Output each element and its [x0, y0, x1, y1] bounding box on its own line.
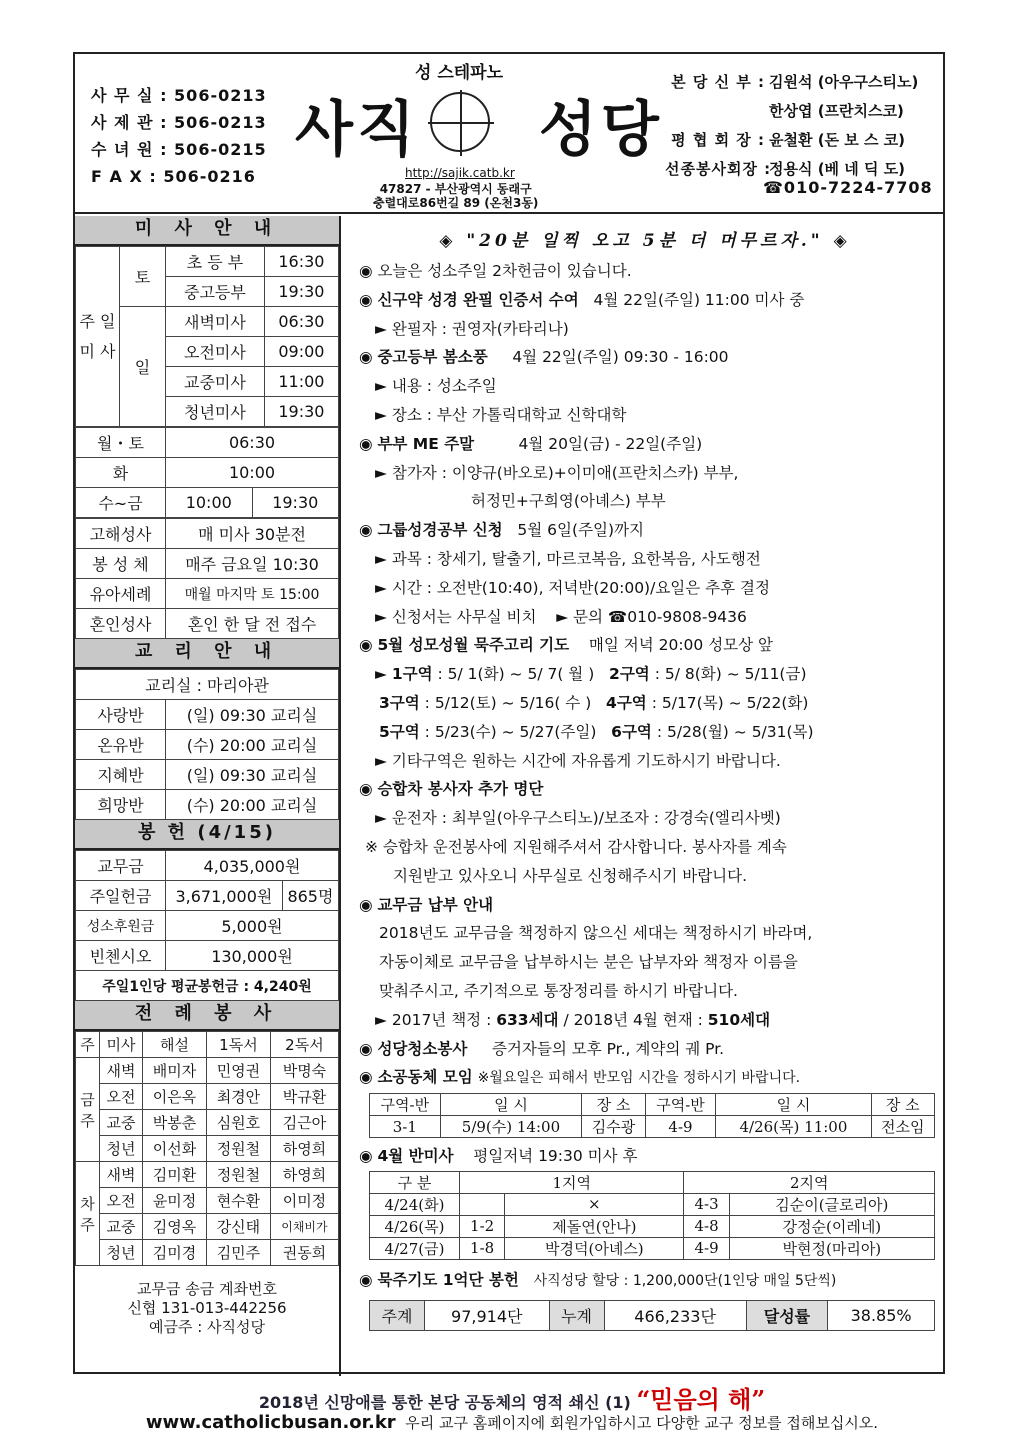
sacrament-value: 매월 마지막 토 15:00 — [166, 579, 339, 609]
address-line-1: 47827 - 부산광역시 동래구 — [379, 182, 532, 196]
liturgy-cell: 박봉춘 — [143, 1110, 207, 1136]
announcements-3 — [351, 1266, 947, 1296]
liturgy-cell: 배미자 — [143, 1058, 207, 1084]
rosary-dates: 5/23(수) ~ 5/27(주일) — [434, 722, 597, 741]
bm-header: 2지역 — [684, 1171, 935, 1193]
liturgy-cell: 교중 — [100, 1214, 143, 1240]
liturgy-cell: 하영희 — [270, 1162, 338, 1188]
parish-url[interactable]: http://sajik.catb.kr — [405, 166, 515, 180]
rosary-district: 3구역 — [379, 693, 420, 712]
doctrine-table — [75, 669, 339, 820]
sc-cell: 김수광 — [582, 1116, 645, 1138]
next-week-label: 차 주 — [76, 1162, 100, 1266]
bm-cell: 4-8 — [684, 1215, 729, 1237]
announcement-detail: 증거자들의 모후 Pr., 계약의 궤 Pr. — [491, 1039, 725, 1058]
bm-date: 4/24(화) — [370, 1193, 460, 1215]
household-count-2018: 510세대 — [707, 1010, 771, 1029]
footer-website-text: 우리 교구 홈페이지에 회원가입하시고 다양한 교구 정보를 접해보십시오. — [405, 1414, 879, 1432]
liturgy-header: 해설 — [143, 1032, 207, 1058]
sacrament-label: 고해성사 — [76, 519, 166, 549]
sacrament-label: 유아세례 — [76, 579, 166, 609]
rosary-district: 4구역 — [606, 693, 647, 712]
inquiry-phone: 문의 ☎010-9808-9436 — [573, 607, 747, 626]
paragraph-line: 자동이체로 교무금을 납부하시는 분은 납부자와 책정자 이름을 — [379, 953, 798, 972]
rosary-dates: 5/ 1(화) ~ 5/ 7( 월 ) — [447, 665, 595, 684]
announcement-heading: 5월 성모성월 묵주고리 기도 — [377, 636, 570, 655]
bm-cell: 김순이(글로리아) — [729, 1193, 934, 1215]
announcement-heading: 그룹성경공부 신청 — [377, 521, 503, 540]
announcements — [351, 257, 947, 1093]
mass-time: 16:30 — [264, 247, 338, 277]
offering-average: 주일1인당 평균봉헌금 : 4,240원 — [76, 971, 339, 1001]
bullet-line: ► 기타구역은 원하는 시간에 자유롭게 기도하시기 바랍니다. — [375, 751, 781, 770]
rz-label: 달성률 — [746, 1300, 828, 1330]
weekday-time: 10:00 — [166, 488, 253, 518]
mass-schedule-title: 미 사 안 내 — [75, 216, 339, 246]
liturgy-cell: 권동희 — [270, 1240, 338, 1266]
announcement: ◉ 오늘은 성소주일 2차헌금이 있습니다. — [359, 262, 632, 280]
attendance-count: 865명 — [282, 881, 338, 911]
bullet-text: 완필자 : 권영자(카타리나) — [391, 319, 569, 338]
contact-office: 사 무 실 : 506-0213 — [91, 86, 267, 105]
household-count-2017: 633세대 — [496, 1010, 559, 1029]
liturgy-cell: 정원철 — [206, 1136, 270, 1162]
announcement-heading: 승합차 봉사자 추가 명단 — [377, 780, 544, 799]
weekday-time: 06:30 — [166, 428, 339, 458]
left-column — [75, 216, 341, 1376]
bm-cell: 1-8 — [460, 1237, 505, 1259]
liturgy-table — [75, 1031, 339, 1266]
announcement: ◉ 그룹성경공부 신청 5월 6일(주일)까지 — [359, 521, 645, 540]
weekday-label: 화 — [76, 458, 166, 488]
offering-amount: 130,000원 — [166, 941, 339, 971]
rosary-district: 2구역 — [609, 665, 650, 684]
announcement: ◉ 부부 ME 주말 4월 20일(금) - 22일(주일) — [359, 434, 703, 453]
bullet-line: ► 시간 : 오전반(10:40), 저녁반(20:00)/요일은 추후 결정 — [375, 578, 770, 597]
liturgy-header: 2독서 — [270, 1032, 338, 1058]
bullet-line: ► 내용 : 성소주일 — [375, 377, 497, 396]
liturgy-cell: 박명숙 — [270, 1058, 338, 1084]
staff-role: 본 당 신 부 : — [671, 73, 765, 91]
offering-label: 성소후원금 — [76, 911, 166, 941]
announcement: ◉ 중고등부 봄소풍 4월 22일(주일) 09:30 - 16:00 — [359, 348, 729, 367]
announcement: ◉ 신구약 성경 완필 인증서 수여 4월 22일(주일) 11:00 미사 중 — [359, 290, 805, 309]
announcement-heading: 부부 ME 주말 — [377, 434, 475, 453]
header — [75, 54, 943, 214]
bullet-line: ► 참가자 : 이양규(바오로)+이미애(프란치스카) 부부, — [375, 463, 739, 482]
footer-slogan-text: 2018년 신망애를 통한 본당 공동체의 영적 쇄신 (1) — [258, 1393, 631, 1412]
rosary-total-table — [369, 1300, 935, 1331]
footer-slogan — [0, 1380, 1024, 1415]
sacrament-label: 혼인성사 — [76, 609, 166, 639]
bm-cell: 박경덕(아녜스) — [505, 1237, 684, 1259]
parish-name-b: 성당 — [538, 95, 663, 165]
rz-value: 97,914단 — [424, 1300, 549, 1330]
sacrament-value: 매 미사 30분전 — [166, 519, 339, 549]
announcement-heading: 성당청소봉사 — [377, 1039, 468, 1058]
saturday-label: 토 — [120, 247, 166, 307]
liturgy-cell: 강신태 — [206, 1214, 270, 1240]
staff-name: 정용식 (베 네 딕 도) — [769, 160, 906, 178]
sc-header: 장 소 — [871, 1094, 934, 1116]
liturgy-cell: 김영옥 — [143, 1214, 207, 1240]
liturgy-cell: 정원철 — [206, 1162, 270, 1188]
announcement-detail: 사직성당 할당 : 1,200,000단(1인당 매일 5단씩) — [533, 1272, 837, 1289]
contact-fax: F A X : 506-0216 — [91, 167, 256, 186]
announcement: ◉ 승합차 봉사자 추가 명단 — [359, 780, 544, 799]
liturgy-cell: 교중 — [100, 1110, 143, 1136]
mass-name: 새벽미사 — [166, 307, 265, 337]
rosary-row: ► 1구역 : 5/ 1(화) ~ 5/ 7( 월 ) 2구역 : 5/ 8(화) ~ 5/11(금) — [375, 665, 807, 684]
bullet-text: 신청서는 사무실 비치 — [391, 607, 537, 626]
announcement-detail: ※월요일은 피해서 반모임 시간을 정하시기 바랍니다. — [477, 1070, 801, 1087]
bm-header: 1지역 — [460, 1171, 684, 1193]
bm-cell: 4-9 — [684, 1237, 729, 1259]
announcement-heading: 4월 반미사 — [377, 1147, 454, 1166]
offering-amount: 3,671,000원 — [166, 881, 283, 911]
rosary-row: 5구역 : 5/23(수) ~ 5/27(주일) 6구역 : 5/28(월) ~ 5/31(목) — [379, 722, 814, 741]
liturgy-cell: 김미경 — [143, 1240, 207, 1266]
rosary-district: 5구역 — [379, 722, 420, 741]
mass-name: 교중미사 — [166, 367, 265, 397]
rz-value: 38.85% — [828, 1300, 935, 1330]
liturgy-cell: 민영권 — [206, 1058, 270, 1084]
bullet-text: 내용 : 성소주일 — [391, 377, 497, 396]
parish-name-a: 사직 — [295, 95, 419, 165]
offering-label: 교무금 — [76, 851, 166, 881]
announcement-detail: 4월 20일(금) - 22일(주일) — [518, 434, 703, 453]
liturgy-cell: 오전 — [100, 1188, 143, 1214]
announcement-detail: 4월 22일(주일) 11:00 미사 중 — [593, 290, 805, 309]
mass-name: 중고등부 — [166, 277, 265, 307]
staff-name: 김원석 (아우구스티노) — [769, 73, 919, 91]
announcement-heading: 소공동체 모임 — [377, 1068, 473, 1087]
bm-header: 구 분 — [370, 1171, 460, 1193]
announcement-detail: 4월 22일(주일) 09:30 - 16:00 — [512, 348, 729, 367]
announcement: ◉ 5월 성모성월 묵주고리 기도 매일 저녁 20:00 성모상 앞 — [359, 636, 774, 655]
mass-time: 06:30 — [264, 307, 338, 337]
bullet-text: 과목 : 창세기, 탈출기, 마르코복음, 요한복음, 사도행전 — [391, 549, 761, 568]
liturgy-cell: 심원호 — [206, 1110, 270, 1136]
footer-slogan-highlight: “믿음의 해” — [636, 1385, 766, 1414]
liturgy-header: 1독서 — [206, 1032, 270, 1058]
announcement-heading: 신구약 성경 완필 인증서 수여 — [377, 290, 579, 309]
rz-label: 누계 — [549, 1300, 604, 1330]
sunday-mass-label: 주 일 미 사 — [76, 247, 120, 427]
announcement: ◉ 교무금 납부 안내 — [359, 895, 494, 914]
staff-role — [665, 97, 765, 126]
liturgy-cell: 김미환 — [143, 1162, 207, 1188]
doctrine-room: 교리실 : 마리아관 — [76, 670, 339, 700]
liturgy-header: 주 — [76, 1032, 100, 1058]
mass-time: 11:00 — [264, 367, 338, 397]
announcement: ◉ 묵주기도 1억단 봉헌 사직성당 할당 : 1,200,000단(1인당 매일 5단씩) — [359, 1270, 837, 1289]
contact-rectory: 사 제 관 : 506-0213 — [91, 113, 267, 132]
parish-patron: 성 스테파노 — [415, 63, 504, 83]
class-name: 지혜반 — [76, 760, 166, 790]
weekday-label: 수~금 — [76, 488, 166, 518]
liturgy-cell: 이선화 — [143, 1136, 207, 1162]
bullet-text: 시간 : 오전반(10:40), 저녁반(20:00)/요일은 추후 결정 — [391, 578, 770, 597]
announcements-2 — [351, 1142, 947, 1171]
offering-label: 빈첸시오 — [76, 941, 166, 971]
sc-cell: 5/9(수) 14:00 — [440, 1116, 582, 1138]
class-name: 희망반 — [76, 790, 166, 820]
announcement-heading: 중고등부 봄소풍 — [377, 348, 488, 367]
bullet-line: ► 완필자 : 권영자(카타리나) — [375, 319, 569, 338]
bank-holder: 예금주 : 사직성당 — [148, 1318, 266, 1336]
paragraph-line: 맞춰주시고, 주기적으로 통장정리를 하시기 바랍니다. — [379, 981, 738, 1000]
rosary-dates: 5/12(토) ~ 5/16( 수 ) — [434, 693, 592, 712]
liturgy-cell: 박규환 — [270, 1084, 338, 1110]
motto-text: "20분 일찍 오고 5분 더 머무르자." — [466, 231, 824, 251]
sc-header: 일 시 — [440, 1094, 582, 1116]
rosary-district: 6구역 — [611, 722, 652, 741]
offering-amount: 5,000원 — [166, 911, 339, 941]
class-name: 온유반 — [76, 730, 166, 760]
liturgy-cell: 이채비가 — [270, 1214, 338, 1240]
offering-amount: 4,035,000원 — [166, 851, 339, 881]
parish-address — [373, 182, 538, 210]
bullet-continuation: 허정민+구희영(아녜스) 부부 — [471, 492, 666, 511]
class-time: (수) 20:00 교리실 — [166, 790, 339, 820]
announcement-heading: 묵주기도 1억단 봉헌 — [377, 1270, 519, 1289]
sc-header: 구역-반 — [370, 1094, 441, 1116]
address-line-2: 충렬대로86번길 89 (온천3동) — [373, 196, 539, 210]
offering-table — [75, 850, 339, 1001]
bank-title: 교무금 송금 계좌번호 — [137, 1280, 277, 1298]
class-time: (수) 20:00 교리실 — [166, 730, 339, 760]
liturgy-cell: 새벽 — [100, 1162, 143, 1188]
sacrament-value: 혼인 한 달 전 접수 — [166, 609, 339, 639]
class-time: (일) 09:30 교리실 — [166, 700, 339, 730]
this-week-label: 금 주 — [76, 1058, 100, 1162]
liturgy-cell: 하영희 — [270, 1136, 338, 1162]
sc-header: 장 소 — [582, 1094, 645, 1116]
liturgy-cell: 새벽 — [100, 1058, 143, 1084]
doctrine-title: 교 리 안 내 — [75, 639, 339, 669]
bm-cell: 강정순(이레네) — [729, 1215, 934, 1237]
rz-value: 466,233단 — [604, 1300, 746, 1330]
offering-label: 주일헌금 — [76, 881, 166, 911]
bm-cell: × — [505, 1193, 684, 1215]
sacrament-table — [75, 518, 339, 639]
bm-date: 4/26(목) — [370, 1215, 460, 1237]
announcement-text: 오늘은 성소주일 2차헌금이 있습니다. — [377, 262, 632, 280]
bullet-text: 참가자 : 이양규(바오로)+이미애(프란치스카) 부부, — [391, 463, 739, 482]
staff-name: 윤철환 (돈 보 스 코) — [769, 131, 906, 149]
staff-role: 평 협 회 장 : — [671, 131, 765, 149]
weekday-time: 10:00 — [166, 458, 339, 488]
bm-cell: 1-2 — [460, 1215, 505, 1237]
footer-website — [0, 1412, 1024, 1433]
bm-cell: 4-3 — [684, 1193, 729, 1215]
rosary-district: 1구역 — [391, 665, 433, 684]
liturgy-cell: 윤미정 — [143, 1188, 207, 1214]
liturgy-cell: 김민주 — [206, 1240, 270, 1266]
mass-name: 오전미사 — [166, 337, 265, 367]
contact-convent: 수 녀 원 : 506-0215 — [91, 140, 267, 159]
liturgy-cell: 청년 — [100, 1240, 143, 1266]
rz-label: 주계 — [370, 1300, 425, 1330]
mass-name: 초 등 부 — [166, 247, 265, 277]
bullet-line: ► 과목 : 창세기, 탈출기, 마르코복음, 요한복음, 사도행전 — [375, 549, 761, 568]
bullet-text: 운전자 : 최부일(아우구스티노)/보조자 : 강경숙(엘리사벳) — [391, 809, 781, 828]
liturgy-cell: 청년 — [100, 1136, 143, 1162]
paragraph-line: 2018년도 교무금을 책정하지 않으신 세대는 책정하시기 바라며, — [379, 924, 813, 943]
liturgy-cell: 최경안 — [206, 1084, 270, 1110]
liturgy-cell: 이미정 — [270, 1188, 338, 1214]
right-column — [343, 216, 947, 1376]
sc-cell: 3-1 — [370, 1116, 441, 1138]
bullet-line: ► 운전자 : 최부일(아우구스티노)/보조자 : 강경숙(엘리사벳) — [375, 809, 781, 828]
liturgy-cell: 오전 — [100, 1084, 143, 1110]
class-name: 사랑반 — [76, 700, 166, 730]
rosary-dates: 5/28(월) ~ 5/31(목) — [666, 722, 814, 741]
bullet-text: 기타구역은 원하는 시간에 자유롭게 기도하시기 바랍니다. — [391, 751, 781, 770]
weekday-mass-table — [75, 427, 339, 518]
announcement-detail: 매일 저녁 20:00 성모상 앞 — [588, 636, 774, 655]
class-time: (일) 09:30 교리실 — [166, 760, 339, 790]
mass-schedule-table — [75, 246, 339, 427]
offering-title: 봉 헌 (4/15) — [75, 820, 339, 850]
note-continuation: 지원받고 있사오니 사무실로 신청해주시기 바랍니다. — [393, 866, 748, 885]
cross-logo-icon — [430, 92, 490, 152]
announcement: ◉ 소공동체 모임 ※월요일은 피해서 반모임 시간을 정하시기 바랍니다. — [359, 1068, 801, 1087]
liturgy-title: 전 례 봉 사 — [75, 1001, 339, 1031]
mass-time: 19:30 — [264, 277, 338, 307]
sc-cell: 4/26(목) 11:00 — [716, 1116, 871, 1138]
bullet-text: 2017년 책정 : — [391, 1010, 497, 1029]
bm-cell: 박현정(마리아) — [729, 1237, 934, 1259]
contact-list — [91, 82, 267, 190]
announcement: ◉ 4월 반미사 평일저녁 19:30 미사 후 — [359, 1147, 638, 1166]
mass-time: 19:30 — [264, 397, 338, 427]
sc-header: 일 시 — [716, 1094, 871, 1116]
staff-name: 한상엽 (프란치스코) — [769, 102, 904, 120]
staff-list — [665, 68, 918, 184]
liturgy-cell: 이은옥 — [143, 1084, 207, 1110]
diocese-url[interactable]: www.catholicbusan.or.kr — [145, 1412, 396, 1433]
bullet-line: ► 2017년 책정 : 633세대 / 2018년 4월 현재 : 510세대 — [375, 1010, 771, 1029]
sc-cell: 4-9 — [645, 1116, 716, 1138]
weekday-time-2: 19:30 — [252, 488, 339, 518]
bullet-text: / 2018년 4월 현재 : — [558, 1010, 708, 1029]
sc-header: 구역-반 — [645, 1094, 716, 1116]
note-line: ※ 승합차 운전봉사에 지원해주셔서 감사합니다. 봉사자를 계속 — [365, 837, 787, 856]
bank-info — [75, 1280, 339, 1337]
rosary-row: 3구역 : 5/12(토) ~ 5/16( 수 ) 4구역 : 5/17(목) ~ 5/22(화) — [379, 693, 809, 712]
district-mass-table — [369, 1171, 935, 1260]
staff-role: 선종봉사회장 : — [665, 160, 772, 178]
announcement-heading: 교무금 납부 안내 — [377, 895, 494, 914]
bm-cell — [460, 1193, 505, 1215]
bm-date: 4/27(금) — [370, 1237, 460, 1259]
note-text: 승합차 운전봉사에 지원해주셔서 감사합니다. 봉사자를 계속 — [382, 837, 787, 856]
sacrament-value: 매주 금요일 10:30 — [166, 549, 339, 579]
small-community-table — [369, 1093, 935, 1138]
sunday-label: 일 — [120, 307, 166, 427]
bank-account: 신협 131-013-442256 — [127, 1299, 287, 1317]
announcement: ◉ 성당청소봉사 증거자들의 모후 Pr., 계약의 궤 Pr. — [359, 1039, 725, 1058]
bullet-text: 장소 : 부산 가톨릭대학교 신학대학 — [391, 405, 627, 424]
bullet-line: ► 신청서는 사무실 비치 ► 문의 ☎010-9808-9436 — [375, 607, 747, 626]
liturgy-header: 미사 — [100, 1032, 143, 1058]
mass-name: 청년미사 — [166, 397, 265, 427]
liturgy-cell: 김근아 — [270, 1110, 338, 1136]
bulletin-page — [73, 52, 945, 1374]
contact-phone: ☎010-7224-7708 — [763, 178, 933, 197]
announcement-detail: 5월 6일(주일)까지 — [517, 521, 645, 540]
announcement-detail: 평일저녁 19:30 미사 후 — [473, 1147, 638, 1166]
motto: ◈ "20분 일찍 오고 5분 더 머무르자." ◈ — [439, 231, 851, 251]
rosary-dates: 5/17(목) ~ 5/22(화) — [661, 693, 809, 712]
liturgy-cell: 현수환 — [206, 1188, 270, 1214]
sacrament-label: 봉 성 체 — [76, 549, 166, 579]
mass-time: 09:00 — [264, 337, 338, 367]
weekday-label: 월・토 — [76, 428, 166, 458]
bm-cell: 제돌연(안나) — [505, 1215, 684, 1237]
rosary-dates: 5/ 8(화) ~ 5/11(금) — [664, 665, 807, 684]
bullet-line: ► 장소 : 부산 가톨릭대학교 신학대학 — [375, 405, 627, 424]
sc-cell: 전소임 — [871, 1116, 934, 1138]
